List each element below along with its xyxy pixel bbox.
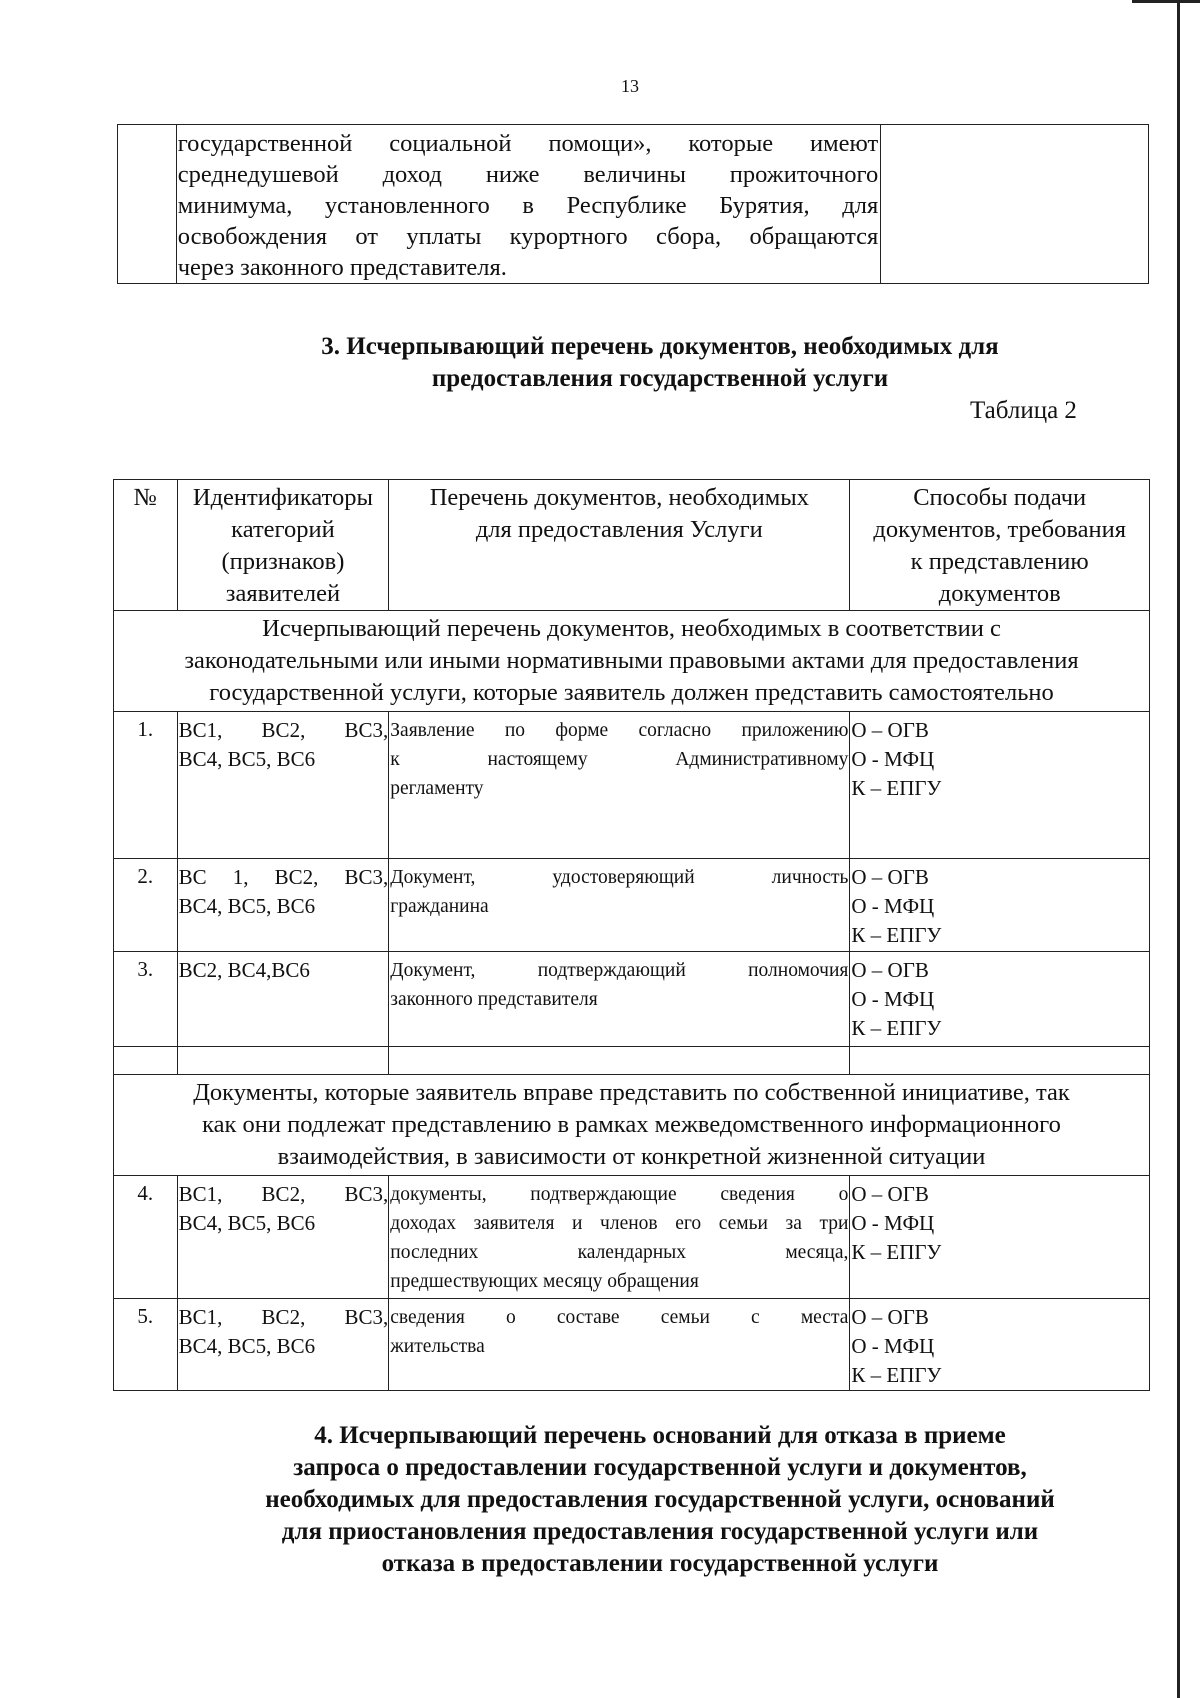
empty-cell	[389, 1047, 850, 1075]
section-line: законодательными или иными нормативными правовыми актами для предоставления	[184, 647, 1079, 674]
page-edge-top	[1132, 0, 1200, 3]
heading-line: запроса о предоставлении государственной услуги и документов,	[293, 1454, 1027, 1481]
way-line: О - МФЦ	[851, 747, 935, 771]
header-line: документов	[938, 580, 1061, 607]
heading-line: 3. Исчерпывающий перечень документов, необходимых для	[321, 333, 999, 360]
header-line: (признаков)	[221, 548, 345, 575]
way-line: О – ОГВ	[851, 958, 929, 982]
way-line: К – ЕПГУ	[851, 776, 942, 800]
header-line: документов, требования	[873, 516, 1126, 543]
doc-line: Документ, удостоверяющий личность	[390, 867, 849, 888]
table-header-row	[114, 480, 1150, 611]
doc-line: сведения о составе семьи с места	[390, 1307, 849, 1328]
code-line: ВС4, ВС5, ВС6	[178, 747, 316, 771]
way-line: О - МФЦ	[851, 987, 935, 1011]
way-line: К – ЕПГУ	[851, 1363, 942, 1387]
doc-line: Документ, подтверждающий полномочия	[390, 960, 849, 981]
section-line: государственной услуги, которые заявитель должен представить самостоятельно	[209, 679, 1054, 706]
text-line: государственной социальной помощи», которые имеют	[177, 130, 879, 157]
continuation-text	[177, 125, 881, 283]
table-row	[114, 1176, 1150, 1299]
row-ways	[850, 859, 1150, 952]
code-line: ВС4, ВС5, ВС6	[178, 894, 316, 918]
page-number: 13	[621, 76, 639, 96]
table-row	[114, 859, 1150, 952]
row-document	[389, 859, 850, 952]
row-document	[389, 1299, 850, 1391]
way-line: К – ЕПГУ	[851, 1016, 942, 1040]
table-row	[114, 1299, 1150, 1391]
way-line: О – ОГВ	[851, 1182, 929, 1206]
empty-cell	[114, 1047, 178, 1075]
header-ways	[850, 480, 1150, 611]
section-line: как они подлежат представлению в рамках межведомственного информационного	[202, 1111, 1061, 1138]
doc-line: регламенту	[390, 778, 484, 799]
table-row	[114, 952, 1150, 1047]
header-line: к представлению	[910, 548, 1089, 575]
way-line: О – ОГВ	[851, 718, 929, 742]
row-number: 3.	[114, 952, 178, 1047]
row-number: 5.	[114, 1299, 178, 1391]
header-line: Перечень документов, необходимых	[429, 484, 809, 511]
continuation-table	[117, 124, 1149, 284]
header-docs	[389, 480, 850, 611]
code-line: ВС2, ВС4,ВС6	[178, 958, 310, 982]
row-number: 2.	[114, 859, 178, 952]
section-line: Документы, которые заявитель вправе представить по собственной инициативе, так	[193, 1079, 1070, 1106]
empty-cell	[881, 125, 1149, 284]
code-line: ВС4, ВС5, ВС6	[178, 1211, 316, 1235]
empty-cell	[177, 1047, 389, 1075]
row-document	[389, 1176, 850, 1299]
doc-line: последних календарных месяца,	[390, 1242, 849, 1263]
doc-line: предшествующих месяцу обращения	[390, 1271, 699, 1292]
row-document	[389, 952, 850, 1047]
text-line: через законного представителя.	[177, 254, 507, 281]
row-ways	[850, 1299, 1150, 1391]
header-line: Идентификаторы	[192, 484, 373, 511]
row-ways	[850, 952, 1150, 1047]
doc-line: документы, подтверждающие сведения о	[390, 1184, 849, 1205]
section-3-heading	[0, 331, 1200, 395]
header-num: №	[114, 480, 178, 611]
section-a-cell	[114, 611, 1150, 712]
row-document	[389, 712, 850, 859]
code-line: ВС 1, ВС2, ВС3,	[178, 865, 389, 889]
section-line: взаимодействия, в зависимости от конкретной жизненной ситуации	[277, 1143, 986, 1170]
code-line: ВС1, ВС2, ВС3,	[178, 1182, 389, 1206]
section-b-cell	[114, 1075, 1150, 1176]
section-b-row	[114, 1075, 1150, 1176]
row-codes	[177, 1176, 389, 1299]
way-line: К – ЕПГУ	[851, 1240, 942, 1264]
doc-line: жительства	[390, 1336, 485, 1357]
header-line: категорий	[231, 516, 335, 543]
doc-line: гражданина	[390, 896, 489, 917]
way-line: О – ОГВ	[851, 865, 929, 889]
text-line: среднедушевой доход ниже величины прожиточного	[177, 161, 879, 188]
way-line: О - МФЦ	[851, 1334, 935, 1358]
section-line: Исчерпывающий перечень документов, необходимых в соответствии с	[262, 615, 1001, 642]
heading-line: отказа в предоставлении государственной услуги	[381, 1550, 939, 1577]
way-line: О - МФЦ	[851, 894, 935, 918]
row-number: 1.	[114, 712, 178, 859]
table-label: Таблица 2	[970, 397, 1077, 424]
empty-cell	[850, 1047, 1150, 1075]
doc-line: законного представителя	[390, 989, 598, 1010]
text-line: освобождения от уплаты курортного сбора, обращаются	[177, 223, 879, 250]
code-line: ВС4, ВС5, ВС6	[178, 1334, 316, 1358]
heading-line: предоставления государственной услуги	[431, 365, 889, 392]
way-line: О – ОГВ	[851, 1305, 929, 1329]
continuation-text-cell	[176, 125, 881, 284]
code-line: ВС1, ВС2, ВС3,	[178, 718, 389, 742]
code-line: ВС1, ВС2, ВС3,	[178, 1305, 389, 1329]
header-ids	[177, 480, 389, 611]
heading-line: 4. Исчерпывающий перечень оснований для отказа в приеме	[314, 1422, 1006, 1449]
heading-line: необходимых для предоставления государственной услуги, оснований	[265, 1486, 1055, 1513]
empty-row	[114, 1047, 1150, 1075]
header-line: Способы подачи	[913, 484, 1087, 511]
heading-line: для приостановления предоставления государственной услуги или	[281, 1518, 1039, 1545]
table-row	[118, 125, 1149, 284]
text-line: минимума, установленного в Республике Бурятия, для	[177, 192, 879, 219]
row-ways	[850, 712, 1150, 859]
header-line: заявителей	[225, 580, 341, 607]
way-line: К – ЕПГУ	[851, 923, 942, 947]
row-codes	[177, 952, 389, 1047]
section-4-heading	[0, 1420, 1200, 1580]
row-ways	[850, 1176, 1150, 1299]
empty-cell	[118, 125, 177, 284]
header-line: для предоставления Услуги	[475, 516, 763, 543]
row-codes	[177, 1299, 389, 1391]
section-a-row	[114, 611, 1150, 712]
row-codes	[177, 712, 389, 859]
table-row	[114, 712, 1150, 859]
row-codes	[177, 859, 389, 952]
doc-line: к настоящему Административному	[390, 749, 849, 770]
documents-table	[113, 479, 1150, 1391]
row-number: 4.	[114, 1176, 178, 1299]
doc-line: Заявление по форме согласно приложению	[390, 720, 849, 741]
way-line: О - МФЦ	[851, 1211, 935, 1235]
doc-line: доходах заявителя и членов его семьи за три	[390, 1213, 849, 1234]
